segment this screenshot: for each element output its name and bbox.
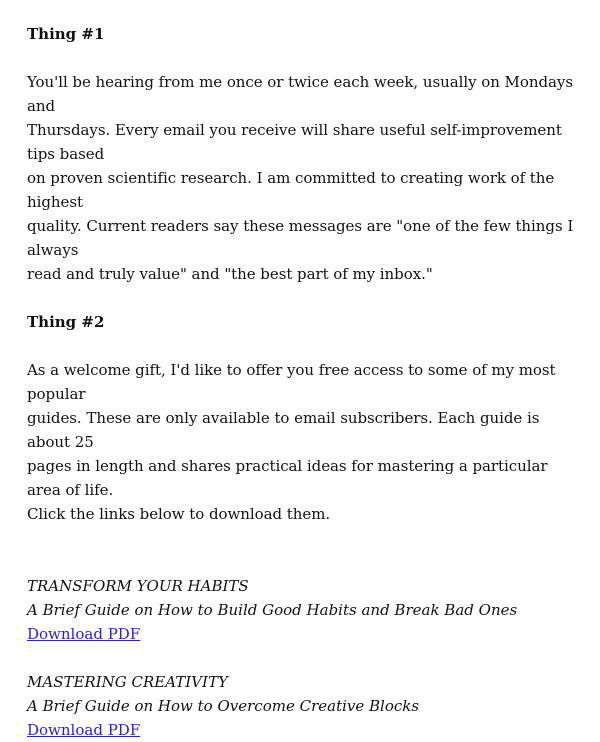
spacer xyxy=(27,334,583,358)
guide-mastering-creativity xyxy=(27,670,583,742)
guide-subtitle: A Brief Guide on How to Build Good Habits and Break Bad Ones xyxy=(27,601,518,619)
paragraph-line: pages in length and shares practical ideas for mastering a particular area of life. xyxy=(27,457,548,499)
spacer xyxy=(27,46,583,70)
paragraph-line: Click the links below to download them. xyxy=(27,505,331,523)
paragraph-line: quality. Current readers say these messages are "one of the few things I always xyxy=(27,217,574,259)
spacer xyxy=(27,286,583,310)
paragraph-line: guides. These are only available to email subscribers. Each guide is about 25 xyxy=(27,409,540,451)
guide-subtitle: A Brief Guide on How to Overcome Creative Blocks xyxy=(27,697,420,715)
guide-title: MASTERING CREATIVITY xyxy=(27,673,228,691)
guide-transform-habits xyxy=(27,574,583,646)
section-heading-thing-1: Thing #1 xyxy=(27,25,105,43)
paragraph-line: Thursdays. Every email you receive will share useful self-improvement tips based xyxy=(27,121,562,163)
download-pdf-link-habits[interactable]: Download PDF xyxy=(27,625,141,643)
paragraph-line: on proven scientific research. I am committed to creating work of the highest xyxy=(27,169,555,211)
spacer xyxy=(27,526,583,574)
paragraph-line: You'll be hearing from me once or twice each week, usually on Mondays and xyxy=(27,73,573,115)
paragraph-line: read and truly value" and "the best part of my inbox." xyxy=(27,265,433,283)
email-body xyxy=(27,22,583,742)
paragraph-line: As a welcome gift, I'd like to offer you free access to some of my most popular xyxy=(27,361,556,403)
spacer xyxy=(27,646,583,670)
section-body-thing-1 xyxy=(27,70,583,286)
section-heading-thing-2: Thing #2 xyxy=(27,313,105,331)
section-body-thing-2 xyxy=(27,358,583,526)
download-pdf-link-creativity[interactable]: Download PDF xyxy=(27,721,141,739)
guide-title: TRANSFORM YOUR HABITS xyxy=(27,577,249,595)
